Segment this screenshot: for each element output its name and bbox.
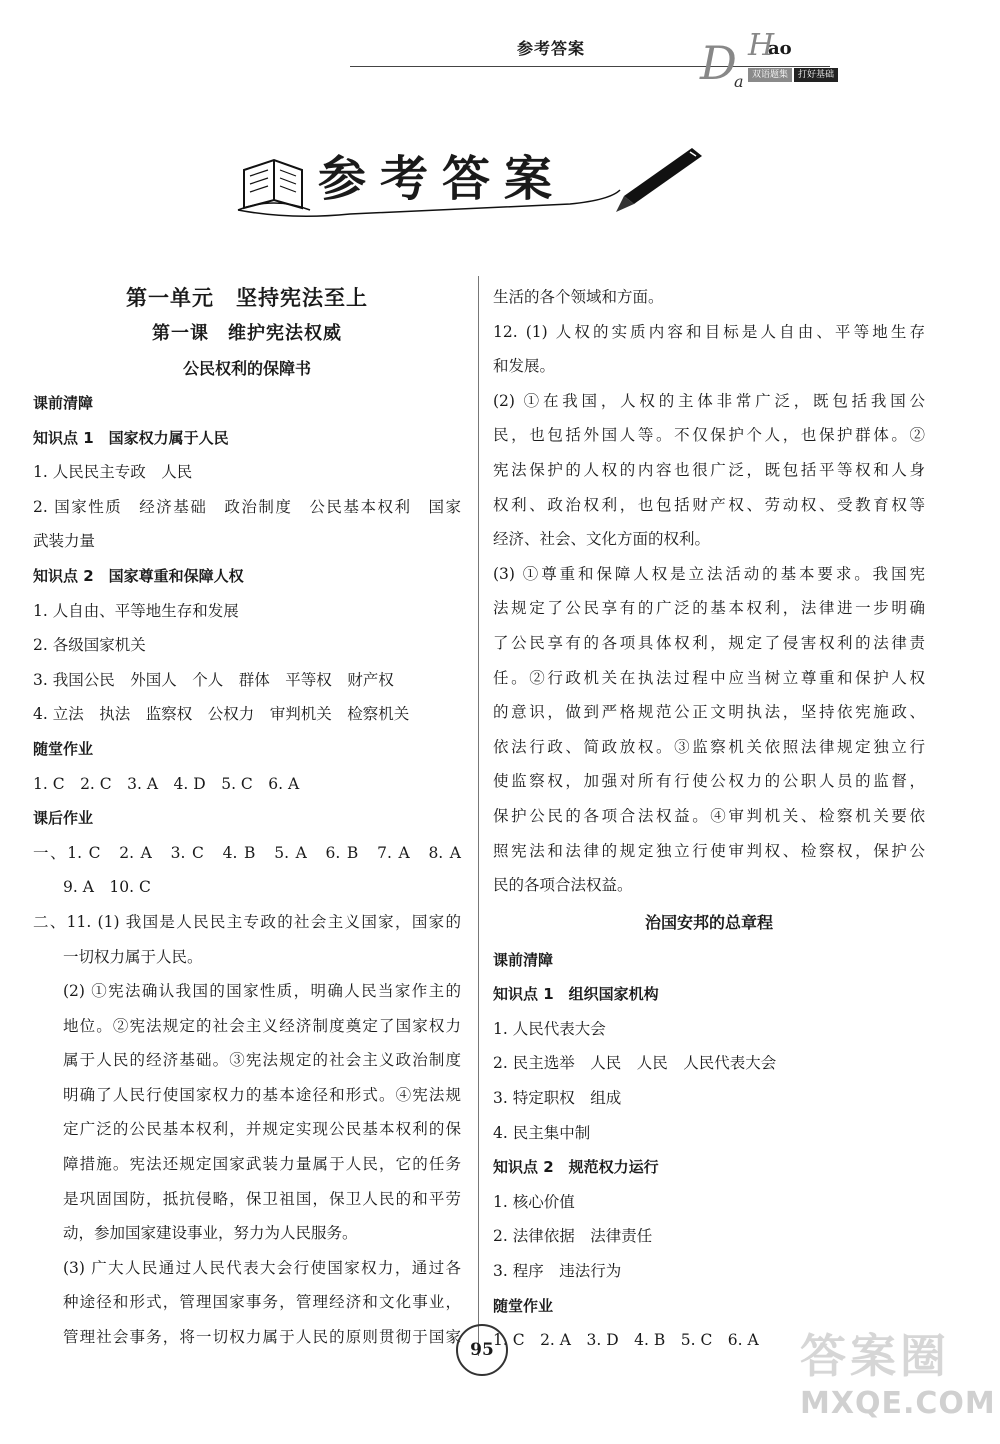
subsection-heading: 知识点 1 国家权力属于人民 [33,428,229,447]
logo-letter-d: D [700,36,737,90]
logo-letters-ao: ao [768,38,792,59]
logo-letter-h: H [748,28,775,63]
left-answer-list [33,386,461,1355]
answer-line: 3. 我国公民 外国人 个人 群体 平等权 财产权 [33,670,394,689]
answer-line: 1. C 2. C 3. A 4. D 5. C 6. A [33,774,300,793]
answer-line: 2. 法律依据 法律责任 [493,1227,653,1246]
answer-line: 种途径和形式，管理国家事务，管理经济和文化事业， [63,1293,461,1312]
subsection-heading: 课前清障 [33,394,94,412]
answer-line: 是巩固国防，抵抗侵略，保卫祖国，保卫人民的和平劳 [63,1189,461,1208]
answer-line: 法规定了公民享有的广泛的基本权利，法律进一步明确 [493,599,925,618]
answer-line: 了公民享有的各项具体权利，规定了侵害权利的法律责 [493,633,925,652]
answer-line: 宪法保护的人权的内容也很广泛，既包括平等权和人身 [493,460,925,479]
right-answer-list [493,280,925,903]
answer-line: 管理社会事务，将一切权力属于人民的原则贯彻于国家 [63,1328,461,1347]
subsection-heading: 课前清障 [493,950,554,969]
answer-line: 二、11. (1) 我国是人民民主专政的社会主义国家，国家的 [33,912,461,931]
fountain-pen-icon [616,148,702,212]
answer-line: 定广泛的公民基本权利，并规定实现公民基本权利的保 [63,1120,461,1139]
open-book-icon [238,160,310,210]
answer-line: 权利、政治权利，也包括财产权、劳动权、受教育权等 [493,495,925,514]
answer-line: 一、1. C 2. A 3. C 4. B 5. A 6. B 7. A 8. A [33,843,461,862]
answer-line: 依法行政、简政放权。③监察机关依照法律规定独立行 [493,737,925,756]
answer-line: 动，参加国家建设事业，努力为人民服务。 [63,1224,358,1243]
watermark-text: 答案圈 [800,1329,950,1383]
lesson-title: 第一课 维护宪法权威 [152,323,342,344]
logo-tag-black: 打好基础 [794,68,838,82]
answer-line: (3) ①尊重和保障人权是立法活动的基本要求。我国宪 [493,564,925,583]
subsection-heading: 知识点 1 组织国家机构 [493,985,659,1004]
answer-line: 2. 民主选举 人民 人民 人民代表大会 [493,1054,777,1073]
answer-line: 1. C 2. A 3. D 4. B 5. C 6. A [493,1331,759,1350]
answer-line: 民，也包括外国人等。不仅保护个人，也保护群体。② [493,426,925,445]
answer-line: 3. 程序 违法行为 [493,1262,622,1281]
answer-line: 民的各项合法权益。 [493,876,633,895]
answer-line: 障措施。宪法还规定国家武装力量属于人民，它的任务 [63,1155,461,1174]
header-title: 参考答案 [517,39,586,58]
answer-line: 照宪法和法律的规定独立行使审判权、检察权，保护公 [493,841,925,860]
brand-logo [700,22,840,91]
subsection-heading: 知识点 2 国家尊重和保障人权 [33,566,244,585]
answer-line: 2. 各级国家机关 [33,636,146,655]
answer-line: 的意识，做到严格规范公正文明执法，坚持依宪施政、 [493,703,925,722]
answer-line: 生活的各个领域和方面。 [493,288,664,306]
answer-line: 2. 国家性质 经济基础 政治制度 公民基本权利 国家 [33,497,461,516]
watermark-url: MXQE.COM [800,1386,996,1421]
answer-line: 1. 人自由、平等地生存和发展 [33,601,239,620]
logo-letter-a: a [734,72,744,91]
right-answer-list-2 [493,943,925,1358]
answer-line: 1. 人民民主专政 人民 [33,463,193,482]
answer-line: 4. 民主集中制 [493,1123,591,1142]
answer-line: 任。②行政机关在执法过程中应当树立尊重和保护人权 [493,668,925,687]
section-title: 公民权利的保障书 [182,359,311,378]
section-title-right: 治国安邦的总章程 [644,912,773,932]
answer-line: (3) 广大人民通过人民代表大会行使国家权力，通过各 [63,1258,461,1277]
answer-line: 属于人民的经济基础。③宪法规定的社会主义政治制度 [63,1051,461,1070]
subsection-heading: 课后作业 [33,809,94,828]
banner-title: 参考答案 [318,151,567,207]
answer-line: 使监察权，加强对所有行使公权力的公职人员的监督， [493,772,925,791]
answer-line: 1. 核心价值 [493,1192,575,1211]
logo-tag-grey: 双语题集 [748,68,792,82]
answer-line: 经济、社会、文化方面的权利。 [493,530,711,549]
answer-line: 和发展。 [493,357,556,376]
answer-line: 4. 立法 执法 监察权 公权力 审判机关 检察机关 [33,705,410,724]
answer-line: 3. 特定职权 组成 [493,1089,622,1108]
answer-line: 一切权力属于人民。 [63,947,203,966]
answer-line: 1. 人民代表大会 [493,1019,606,1038]
watermark [800,1320,996,1430]
page-number: 95 [456,1324,508,1376]
answer-line: 明确了人民行使国家权力的基本途径和形式。④宪法规 [63,1085,461,1104]
answer-line: 武装力量 [33,532,96,551]
unit-title: 第一单元 坚持宪法至上 [126,286,368,310]
column-divider [478,276,479,1356]
left-column [33,280,461,1355]
subsection-heading: 随堂作业 [33,739,94,758]
right-column [493,280,925,1358]
answer-line: 地位。②宪法规定的社会主义经济制度奠定了国家权力 [63,1016,461,1035]
answer-line: 保护公民的各项合法权益。④审判机关、检察机关要依 [493,806,925,825]
subsection-heading: 知识点 2 规范权力运行 [493,1158,659,1177]
answer-line: 12. (1) 人权的实质内容和目标是人自由、平等地生存 [493,322,925,341]
answer-line: 9. A 10. C [63,878,151,897]
subsection-heading: 随堂作业 [493,1296,554,1315]
answer-line: (2) ①宪法确认我国的国家性质，明确人民当家作主的 [63,982,461,1001]
answer-line: (2) ①在我国，人权的主体非常广泛，既包括我国公 [493,391,925,410]
